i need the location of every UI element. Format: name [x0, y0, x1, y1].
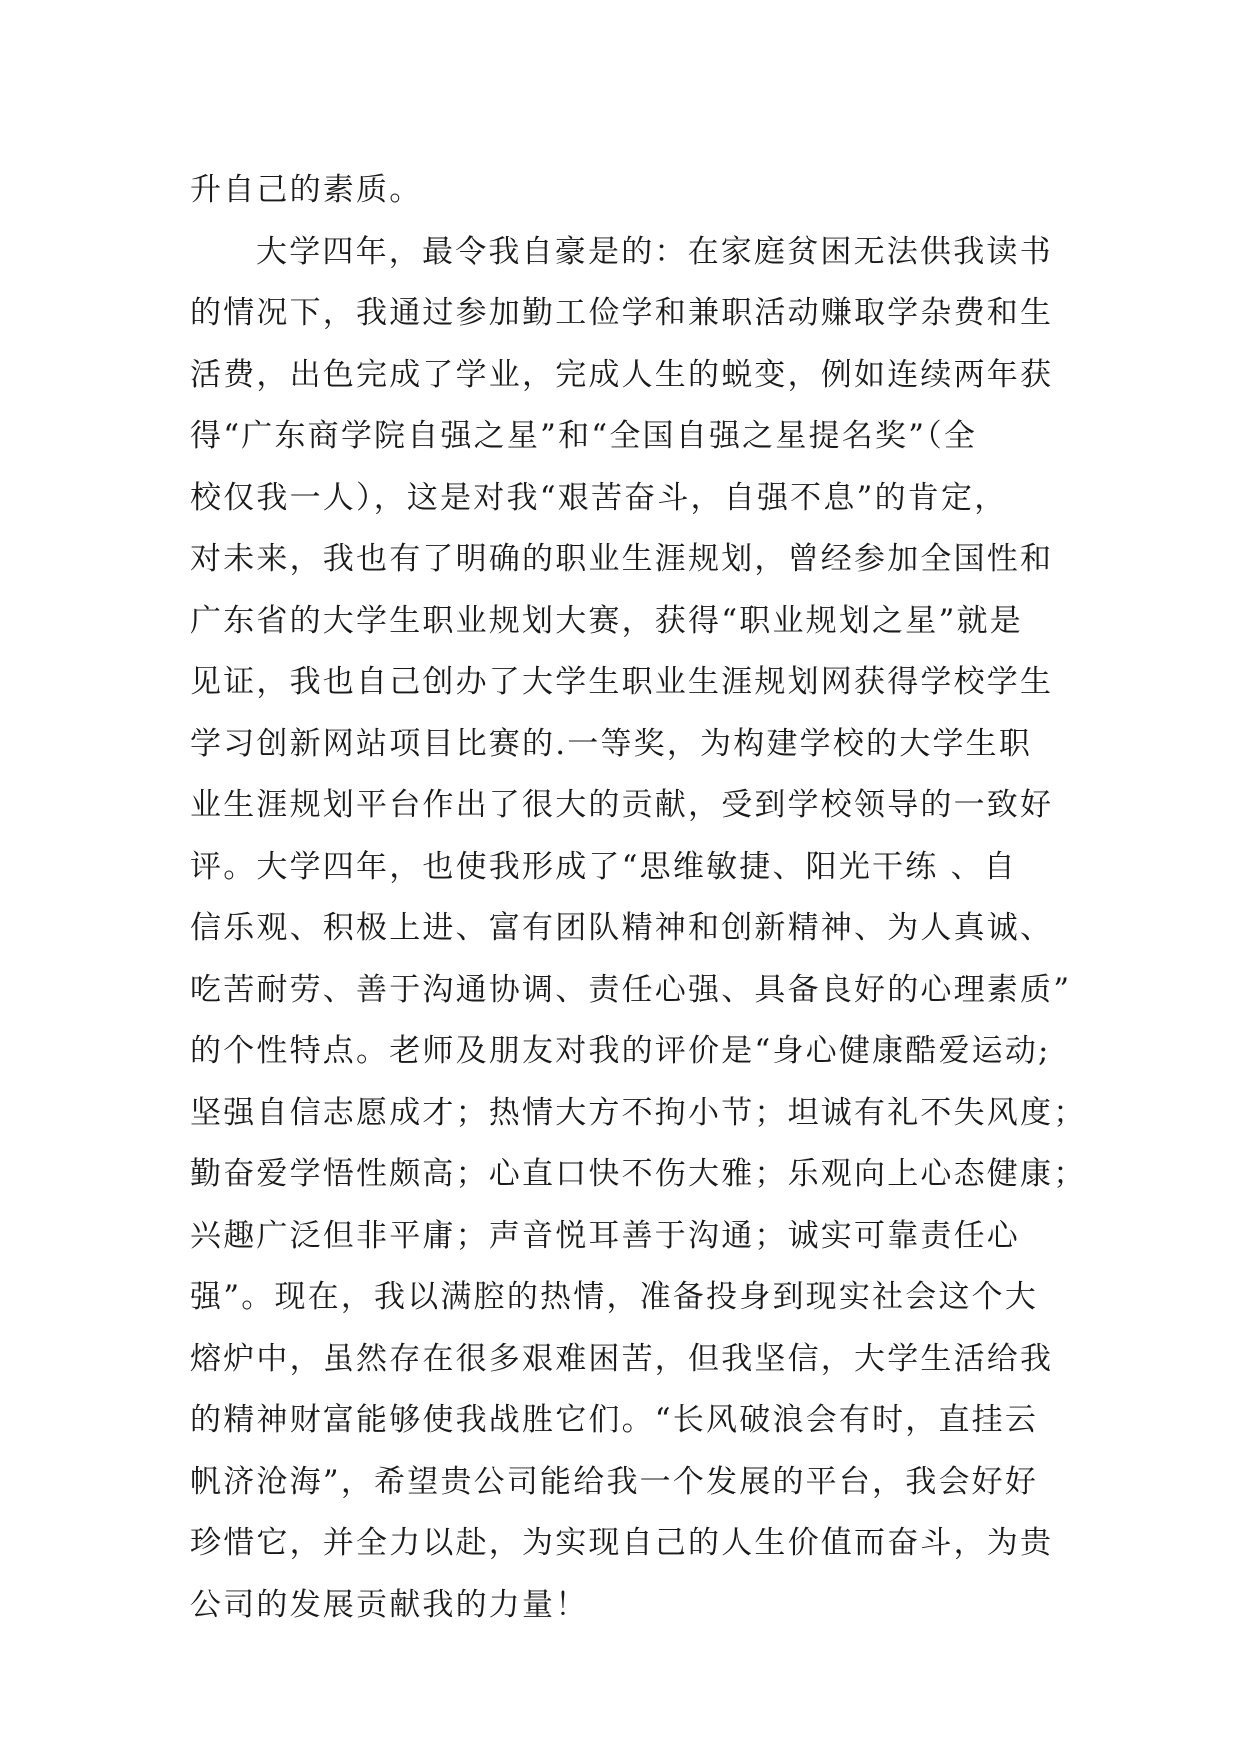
text-line: 的情况下，我通过参加勤工俭学和兼职活动赚取学杂费和生: [190, 295, 1054, 331]
text-line: 吃苦耐劳、善于沟通协调、责任心强、具备良好的心理素质”: [190, 971, 1072, 1008]
body-text: [190, 160, 1087, 1636]
text-line: 业生涯规划平台作出了很大的贡献，受到学校领导的一致好: [190, 787, 1054, 823]
text-line: 活费，出色完成了学业，完成人生的蜕变，例如连续两年获: [190, 356, 1054, 393]
text-line: 勤奋爱学悟性颇高；心直口快不伤大雅；乐观向上心态健康；: [190, 1156, 1087, 1192]
text-line: 的精神财富能够使我战胜它们。“长风破浪会有时，直挂云: [190, 1402, 1039, 1438]
text-line: 学习创新网站项目比赛的.一等奖，为构建学校的大学生职: [190, 725, 1033, 762]
text-line: 大学四年，最令我自豪是的：在家庭贫困无法供我读书: [256, 233, 1053, 270]
text-line: 帆济沧海”，希望贵公司能给我一个发展的平台，我会好好: [190, 1463, 1039, 1500]
text-line: 升自己的素质。: [190, 172, 423, 208]
text-line: 坚强自信志愿成才；热情大方不拘小节；坦诚有礼不失风度；: [190, 1094, 1087, 1131]
text-line: 得“广东商学院自强之星”和“全国自强之星提名奖”（全: [190, 418, 978, 454]
text-line: 广东省的大学生职业规划大赛，获得“职业规划之星”就是: [190, 602, 1023, 639]
text-line: 强”。现在，我以满腔的热情，准备投身到现实社会这个大: [190, 1279, 1039, 1315]
text-line: 的个性特点。老师及朋友对我的评价是“身心健康酷爱运动;: [190, 1033, 1051, 1069]
text-line: 熔炉中，虽然存在很多艰难困苦，但我坚信，大学生活给我: [190, 1340, 1054, 1377]
text-line: 校仅我一人），这是对我“艰苦奋斗，自强不息”的肯定，: [190, 479, 1008, 516]
text-line: 对未来，我也有了明确的职业生涯规划，曾经参加全国性和: [190, 541, 1054, 577]
text-line: 珍惜它，并全力以赴，为实现自己的人生价值而奋斗，为贵: [190, 1525, 1054, 1561]
text-line: 兴趣广泛但非平庸；声音悦耳善于沟通；诚实可靠责任心: [190, 1217, 1020, 1254]
text-line: 信乐观、积极上进、富有团队精神和创新精神、为人真诚、: [190, 910, 1054, 946]
text-line: 公司的发展贡献我的力量！: [190, 1586, 589, 1623]
text-line: 评。大学四年，也使我形成了“思维敏捷、阳光干练 、自: [190, 848, 1017, 885]
text-line: 见证，我也自己创办了大学生职业生涯规划网获得学校学生: [190, 664, 1054, 700]
